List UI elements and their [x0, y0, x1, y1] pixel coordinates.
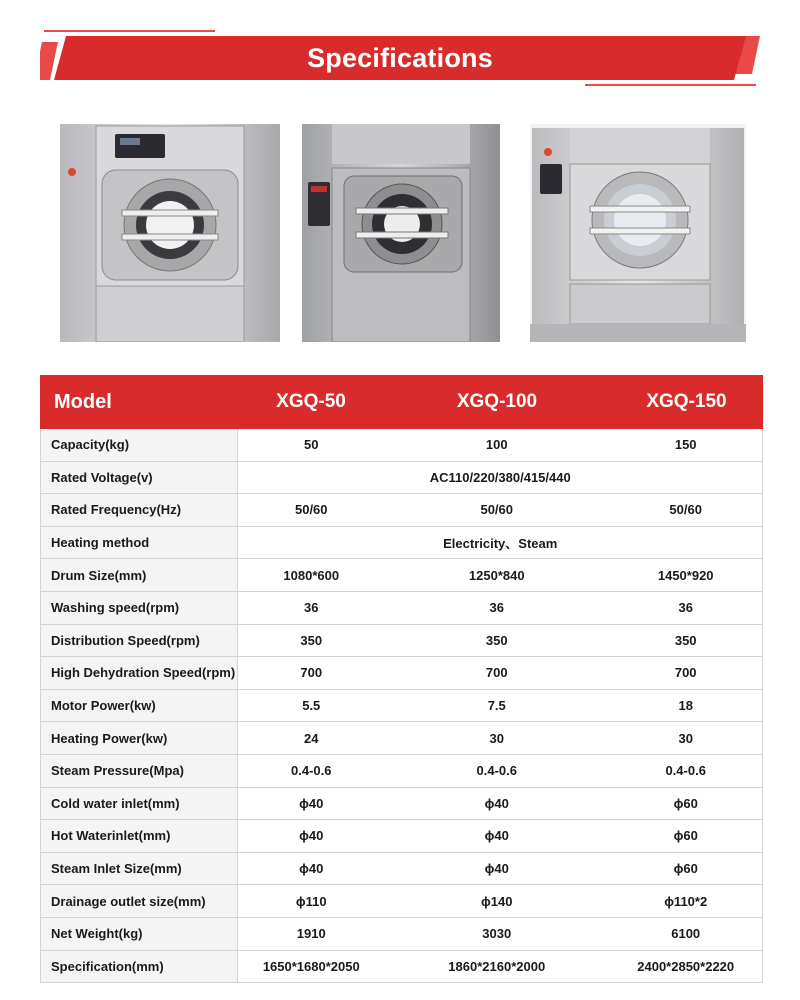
- cell-value: ϕ60: [673, 795, 698, 811]
- header-xgq-150: XGQ-150: [646, 391, 727, 412]
- cell-value: 1080*600: [283, 567, 340, 583]
- header-xgq-50: XGQ-50: [276, 391, 346, 412]
- row-label: Steam Inlet Size(mm): [41, 853, 238, 885]
- cell-value: 150: [674, 437, 697, 453]
- table-row: [41, 625, 762, 658]
- cell-value: 0.4-0.6: [476, 763, 517, 779]
- cell-value: 700: [300, 665, 323, 681]
- cell-value: 6100: [671, 926, 701, 942]
- cell-value: 5.5: [302, 698, 321, 714]
- row-label: High Dehydration Speed(rpm): [41, 657, 238, 689]
- cell-value: 1860*2160*2000: [448, 958, 546, 974]
- cell-value: 36: [678, 600, 693, 616]
- cell-value: 36: [489, 600, 504, 616]
- specifications-table: [40, 375, 763, 983]
- cell-value: ϕ40: [484, 828, 509, 844]
- washer-photo-2: [302, 124, 500, 342]
- table-row: [41, 690, 762, 723]
- table-body: [40, 429, 763, 983]
- row-label: Heating Power(kw): [41, 722, 238, 754]
- cell-value: 50/60: [294, 502, 328, 518]
- cell-value: ϕ40: [299, 795, 324, 811]
- cell-value: 7.5: [487, 698, 506, 714]
- cell-value: 24: [304, 730, 319, 746]
- cell-value: 700: [674, 665, 697, 681]
- cell-value: 2400*2850*2220: [637, 958, 735, 974]
- cell-value: 50: [304, 437, 319, 453]
- cell-value: ϕ140: [481, 893, 513, 909]
- washer-photo-1: [60, 124, 280, 342]
- cell-value: 36: [304, 600, 319, 616]
- cell-value: 0.4-0.6: [291, 763, 332, 779]
- cell-value: 1250*840: [468, 567, 525, 583]
- table-row: [41, 755, 762, 788]
- specifications-banner: [40, 28, 760, 88]
- cell-value: 350: [485, 632, 508, 648]
- cell-value: 3030: [482, 926, 512, 942]
- cell-value: 1910: [296, 926, 326, 942]
- cell-value: ϕ40: [484, 795, 509, 811]
- cell-value: ϕ40: [299, 828, 324, 844]
- table-row: [41, 559, 762, 592]
- row-label: Cold water inlet(mm): [41, 788, 238, 820]
- cell-value: 50/60: [669, 502, 702, 518]
- row-label: Drainage outlet size(mm): [41, 885, 238, 917]
- table-row: [41, 951, 762, 984]
- header-xgq-100: XGQ-100: [456, 391, 538, 412]
- row-label: Heating method: [41, 527, 238, 559]
- table-row: [41, 657, 762, 690]
- cell-value: 1450*920: [657, 567, 714, 583]
- table-row: [41, 494, 762, 527]
- row-label: Steam Pressure(Mpa): [41, 755, 238, 787]
- cell-value: 0.4-0.6: [665, 763, 706, 779]
- cell-value: ϕ60: [673, 828, 698, 844]
- row-label: Capacity(kg): [41, 429, 238, 461]
- cell-value: 18: [678, 698, 693, 714]
- table-row: [41, 885, 762, 918]
- cell-value: ϕ40: [299, 861, 324, 877]
- row-label: Motor Power(kw): [41, 690, 238, 722]
- row-label: Rated Frequency(Hz): [41, 494, 238, 526]
- table-header-row: [40, 375, 763, 429]
- cell-value: 100: [485, 437, 508, 453]
- row-label: Net Weight(kg): [41, 918, 238, 950]
- cell-value: ϕ60: [673, 861, 698, 877]
- cell-value: 50/60: [480, 502, 514, 518]
- table-row: [41, 918, 762, 951]
- banner-title: Specifications: [307, 42, 493, 73]
- header-model: Model: [54, 390, 112, 413]
- table-row: [41, 722, 762, 755]
- cell-value: ϕ110: [295, 893, 327, 909]
- table-row: [41, 527, 762, 560]
- table-row: [41, 462, 762, 495]
- cell-value: 1650*1680*2050: [262, 958, 360, 974]
- cell-value-merged: Electricity、Steam: [443, 536, 558, 552]
- table-row: [41, 853, 762, 886]
- table-row: [41, 788, 762, 821]
- row-label: Specification(mm): [41, 951, 238, 983]
- washer-photo-3: [530, 124, 746, 342]
- cell-value: 30: [678, 730, 693, 746]
- row-label: Washing speed(rpm): [41, 592, 238, 624]
- row-label: Drum Size(mm): [41, 559, 238, 591]
- row-label: Rated Voltage(v): [41, 462, 238, 494]
- cell-value: ϕ40: [484, 861, 509, 877]
- cell-value: 700: [485, 665, 508, 681]
- cell-value: 30: [489, 730, 504, 746]
- cell-value: ϕ110*2: [664, 893, 708, 909]
- cell-value: 350: [300, 632, 323, 648]
- table-row: [41, 429, 762, 462]
- row-label: Distribution Speed(rpm): [41, 625, 238, 657]
- table-row: [41, 592, 762, 625]
- cell-value-merged: AC110/220/380/415/440: [429, 469, 571, 485]
- row-label: Hot Waterinlet(mm): [41, 820, 238, 852]
- table-row: [41, 820, 762, 853]
- cell-value: 350: [674, 632, 697, 648]
